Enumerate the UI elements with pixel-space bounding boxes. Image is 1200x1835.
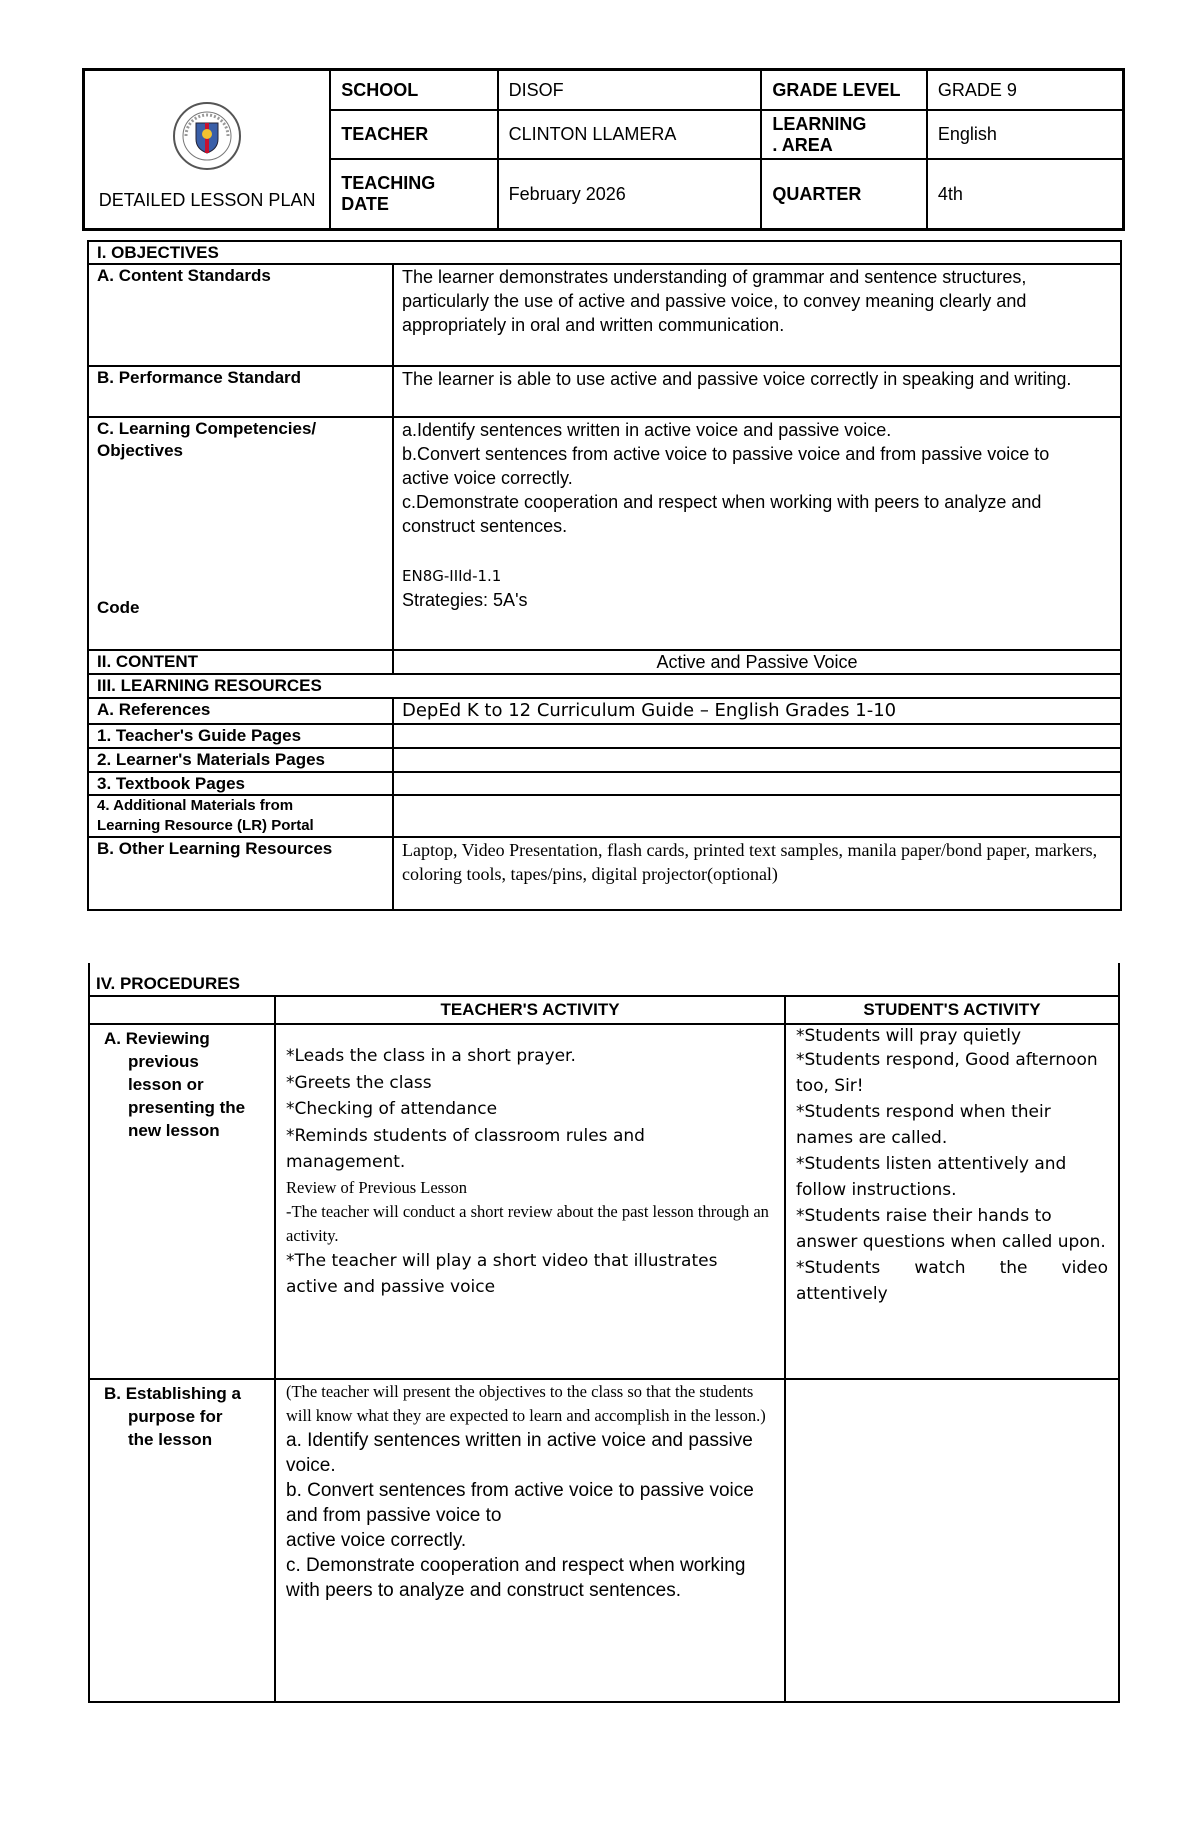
grade-level-value: GRADE 9 [927, 70, 1124, 111]
competencies-label-spacer [97, 462, 384, 597]
deped-seal-icon [172, 101, 242, 171]
learners-materials-value [393, 748, 1121, 772]
school-value: DISOF [498, 70, 762, 111]
teaching-date-label [330, 159, 497, 229]
plan-title: DETAILED LESSON PLAN [98, 189, 316, 210]
grade-level-label: GRADE LEVEL [761, 70, 926, 111]
competency-item: b.Convert sentences from active voice to passive voice and from passive voice to [402, 444, 1050, 464]
additional-materials-value [393, 795, 1121, 837]
competencies-spacer [402, 538, 1112, 564]
teacher-activity-line: *Greets the class [286, 1072, 432, 1093]
performance-standard-text: The learner is able to use active and passive voice correctly in speaking and writing. [393, 366, 1121, 417]
student-activity-line: *Students will pray quietly [796, 1026, 1022, 1046]
teacher-activity-line: active and passive voice [286, 1277, 496, 1297]
teacher-activity-purpose [275, 1379, 785, 1702]
stage-label-line: the lesson [128, 1430, 213, 1449]
purpose-objective-line: b. Convert sentences from active voice to passive voice and from passive voice to [286, 1480, 754, 1526]
stage-label-line: lesson or [128, 1075, 204, 1094]
student-activity-header: STUDENT'S ACTIVITY [785, 996, 1119, 1024]
student-activity-line: *Students raise their hands to answer questions when called upon. [796, 1206, 1106, 1252]
learning-area-label [761, 110, 926, 159]
student-activity-line: *Students respond, Good afternoon too, Sir! [796, 1050, 1098, 1096]
content-standards-label: A. Content Standards [88, 264, 393, 366]
code-label: Code [97, 598, 140, 617]
stage-establishing-purpose-label [89, 1379, 275, 1702]
competencies-label-line-2: Objectives [97, 441, 183, 460]
competencies-list [393, 417, 1121, 650]
textbook-pages-value [393, 772, 1121, 795]
purpose-intro: (The teacher will present the objectives to the class so that the students will know what they are expected to learn and accomplish in the lesson.) [286, 1382, 766, 1425]
additional-materials-label-line-2: Learning Resource (LR) Portal [97, 817, 314, 834]
teaching-date-label-line-2: DATE [341, 194, 389, 215]
teachers-guide-label: 1. Teacher's Guide Pages [88, 724, 393, 748]
objectives-section-title: I. OBJECTIVES [88, 241, 1121, 264]
competency-item: c.Demonstrate cooperation and respect when working with peers to analyze and construct sentences. [402, 492, 1042, 536]
references-value: DepEd K to 12 Curriculum Guide – English Grades 1-10 [393, 698, 1121, 724]
objectives-table [87, 240, 1122, 911]
teacher-activity-line: *Leads the class in a short prayer. [286, 1046, 576, 1066]
other-resources-value: Laptop, Video Presentation, flash cards, printed text samples, manila paper/bond paper, markers, coloring tools, tapes/pins, digital projector(optional) [393, 837, 1121, 910]
stage-label-line: new lesson [128, 1121, 220, 1140]
textbook-pages-label: 3. Textbook Pages [88, 772, 393, 795]
code-value: EN8G-IIId-1.1 [402, 567, 502, 585]
teacher-label: TEACHER [330, 110, 497, 159]
stage-label-line: A. Reviewing [104, 1029, 210, 1048]
references-label: A. References [88, 698, 393, 724]
teacher-activity-review [275, 1024, 785, 1379]
content-standards-text: The learner demonstrates understanding of grammar and sentence structures, particularly the use of active and passive voice, to convey meaning clearly and appropriately in oral and written communication. [393, 264, 1121, 366]
content-label: II. CONTENT [88, 650, 393, 674]
competency-item: a.Identify sentences written in active voice and passive voice. [402, 420, 892, 440]
stage-label-line: B. Establishing a [104, 1384, 241, 1403]
content-value: Active and Passive Voice [393, 650, 1121, 674]
teacher-activity-line: *Checking of attendance [286, 1099, 498, 1119]
learning-area-label-line-1: LEARNING [772, 113, 867, 134]
quarter-label: QUARTER [761, 159, 926, 229]
stage-label-line: purpose for [128, 1407, 223, 1426]
other-resources-label: B. Other Learning Resources [88, 837, 393, 910]
teachers-guide-value [393, 724, 1121, 748]
student-activity-line: attentively [796, 1284, 888, 1304]
school-label: SCHOOL [330, 70, 497, 111]
procedures-section-title: IV. PROCEDURES [89, 963, 1119, 996]
competencies-label-line-1: C. Learning Competencies/ [97, 419, 317, 438]
learners-materials-label: 2. Learner's Materials Pages [88, 748, 393, 772]
teacher-activity-line: -The teacher will conduct a short review about the past lesson through an activity. [286, 1201, 769, 1245]
purpose-objective-line: active voice correctly. [286, 1530, 467, 1551]
additional-materials-label [88, 795, 393, 837]
stage-label-line: previous [128, 1052, 199, 1071]
lesson-plan-header [82, 68, 1125, 231]
purpose-objective-line: a. Identify sentences written in active voice and passive voice. [286, 1430, 753, 1476]
teaching-date-label-line-1: TEACHING [341, 173, 436, 194]
student-activity-line: *Students listen attentively and follow instructions. [796, 1154, 1067, 1200]
strategies-text: Strategies: 5A's [402, 590, 528, 610]
student-activity-line: *Students respond when their names are called. [796, 1102, 1051, 1148]
purpose-objective-line: c. Demonstrate cooperation and respect when working with peers to analyze and construct sentences. [286, 1555, 746, 1601]
teacher-activity-line: management. [286, 1152, 406, 1172]
performance-standard-label: B. Performance Standard [88, 366, 393, 417]
resources-section-title: III. LEARNING RESOURCES [88, 674, 1121, 698]
student-activity-review [785, 1024, 1119, 1379]
teaching-date-value: February 2026 [498, 159, 762, 229]
header-logo-cell [84, 70, 331, 230]
stage-reviewing-label [89, 1024, 275, 1379]
student-activity-line: *Students watch the video [796, 1258, 1108, 1278]
teacher-activity-line: Review of Previous Lesson [286, 1177, 468, 1197]
competency-item: active voice correctly. [402, 468, 573, 488]
learning-area-value: English [927, 110, 1124, 159]
stage-label-line: presenting the [128, 1098, 246, 1117]
additional-materials-label-line-1: 4. Additional Materials from [97, 797, 294, 814]
learning-area-label-line-2: . AREA [772, 134, 833, 155]
teacher-activity-header: TEACHER'S ACTIVITY [275, 996, 785, 1024]
teacher-activity-line: *Reminds students of classroom rules and [286, 1125, 645, 1146]
quarter-value: 4th [927, 159, 1124, 229]
teacher-value: CLINTON LLAMERA [498, 110, 762, 159]
teacher-activity-line: *The teacher will play a short video that illustrates [286, 1250, 718, 1271]
procedures-table [88, 963, 1120, 1703]
student-activity-purpose [785, 1379, 1119, 1702]
competencies-label [88, 417, 393, 650]
procedures-header-blank [89, 996, 275, 1024]
